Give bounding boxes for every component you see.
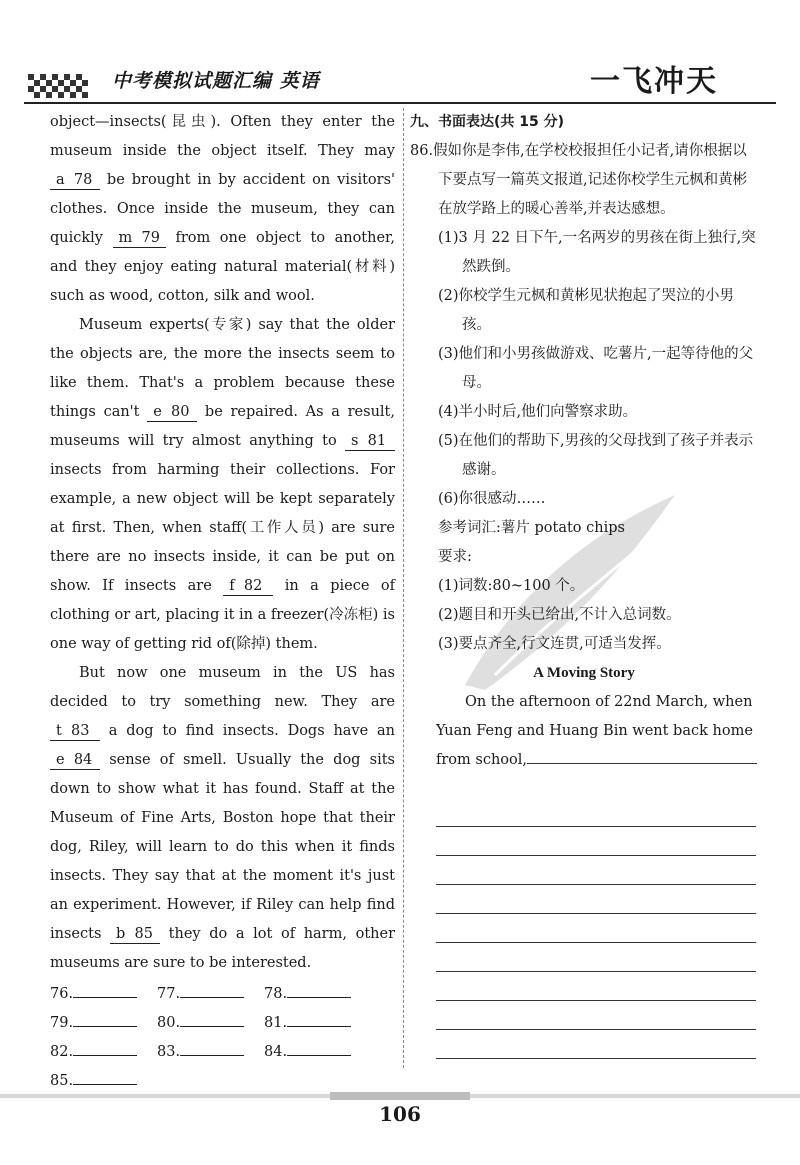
page-number: 106 (379, 1102, 421, 1126)
blank-85[interactable]: b 85 (110, 925, 160, 944)
answer-slot[interactable]: 80. (157, 1009, 264, 1038)
point-item: (6)你很感动…… (438, 491, 546, 507)
writing-line[interactable] (436, 913, 756, 914)
answer-slot[interactable]: 83. (157, 1038, 264, 1067)
passage-paragraph-3: But now one museum in the US has decided to try something new. They are t 83 a dog to find insects. Dogs have an e 84 sense of smell. Usually the dog sits down to show what it has found. Staff at the Museum of Fine Arts, Boston hope that their dog, Riley, will learn to do this when it finds insects. They say that at the moment it's just an experiment. However, if Riley can help find insects b 85 they do a lot of harm, other museums are sure to be interested. (50, 665, 395, 971)
answer-slot[interactable]: 76. (50, 980, 157, 1009)
blank-81[interactable]: s 81 (345, 432, 395, 451)
writing-line[interactable] (436, 942, 756, 943)
blank-84[interactable]: e 84 (50, 751, 100, 770)
requirement-item: (1)词数:80~100 个。 (438, 578, 585, 594)
point-item: (1)3 月 22 日下午,一名两岁的男孩在街上独行,突然跌倒。 (438, 230, 756, 275)
writing-line[interactable] (436, 855, 756, 856)
writing-line[interactable] (436, 826, 756, 827)
point-item: (2)你校学生元枫和黄彬见状抱起了哭泣的小男孩。 (438, 288, 735, 333)
point-item: (4)半小时后,他们向警察求助。 (438, 404, 638, 420)
point-item: (3)他们和小男孩做游戏、吃薯片,一起等待他的父母。 (438, 346, 754, 391)
point-item: (5)在他们的帮助下,男孩的父母找到了孩子并表示感谢。 (438, 433, 754, 478)
answer-slot[interactable]: 78. (264, 980, 371, 1009)
passage-paragraph-1: object—insects(昆虫). Often they enter the museum inside the object itself. They may a 78 be brought in by accident on visitors' clothes. Once inside the museum, they can quickly m 79 from one object to another, and they enjoy eating natural material(材料) such as wood, cotton, silk and wool. (50, 114, 395, 304)
vocab-note: 参考词汇:薯片 potato chips (438, 520, 625, 536)
book-title: 中考模拟试题汇编 英语 (112, 70, 320, 92)
header-rule (24, 102, 776, 104)
brand-logo: 一飞冲天 (590, 64, 718, 99)
essay-title: A Moving Story (533, 665, 635, 681)
blank-78[interactable]: a 78 (50, 171, 100, 190)
column-divider (403, 108, 404, 1068)
writing-line[interactable] (436, 1000, 756, 1001)
requirements-label: 要求: (438, 549, 472, 565)
blank-83[interactable]: t 83 (50, 722, 100, 741)
blank-82[interactable]: f 82 (223, 577, 273, 596)
requirement-item: (2)题目和开头已给出,不计入总词数。 (438, 607, 681, 623)
answer-slot[interactable]: 85. (50, 1067, 157, 1096)
essay-opening: On the afternoon of 22nd March, when Yuan Feng and Huang Bin went back home from school, (410, 688, 758, 775)
writing-line[interactable] (436, 971, 756, 972)
blank-80[interactable]: e 80 (147, 403, 197, 422)
answer-slot[interactable]: 81. (264, 1009, 371, 1038)
writing-line[interactable] (436, 1058, 756, 1059)
answer-slot[interactable]: 77. (157, 980, 264, 1009)
answer-grid (50, 980, 395, 1096)
passage-paragraph-2: Museum experts(专家) say that the older the objects are, the more the insects seem to like them. That's a problem because these things can't e 80 be repaired. As a result, museums will try almost anything to s 81 insects from harming their collections. For example, a new object will be kept separately at first. Then, when staff(工作人员) are sure there are no insects inside, it can be put on show. If insects are f 82 in a piece of clothing or art, placing it in a freezer(冷冻柜) is one way of getting rid of(除掉) them. (50, 317, 395, 652)
writing-section (410, 108, 758, 775)
answer-slot[interactable]: 79. (50, 1009, 157, 1038)
question-86: 86.假如你是李伟,在学校校报担任小记者,请你根据以下要点写一篇英文报道,记述你校学生元枫和黄彬在放学路上的暖心善举,并表达感想。 (410, 143, 748, 217)
blank-79[interactable]: m 79 (113, 229, 166, 248)
answer-slot[interactable]: 82. (50, 1038, 157, 1067)
answer-slot[interactable]: 84. (264, 1038, 371, 1067)
section-title: 九、书面表达(共 15 分) (410, 114, 565, 130)
writing-line[interactable] (436, 884, 756, 885)
writing-line[interactable] (527, 749, 757, 764)
footer-decorative-band (0, 1092, 800, 1100)
header-checker-pattern-icon (28, 74, 90, 100)
cloze-passage (50, 108, 395, 1096)
writing-line[interactable] (436, 1029, 756, 1030)
requirement-item: (3)要点齐全,行文连贯,可适当发挥。 (438, 636, 671, 652)
